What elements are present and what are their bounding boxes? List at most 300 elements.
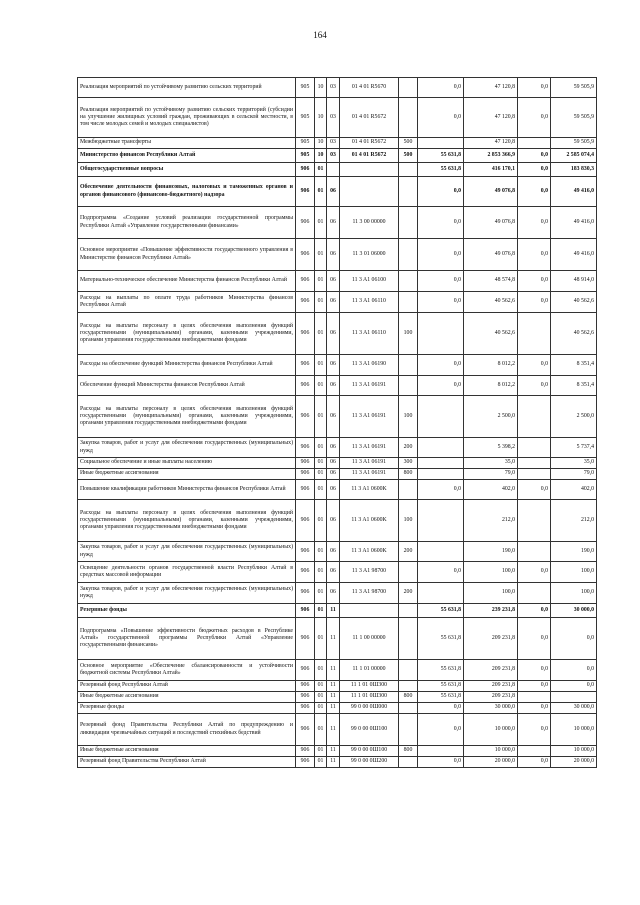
row-amount-1	[418, 583, 464, 604]
row-name: Освещение деятельности органов государственной власти Республики Алтай в средствах массовой информации	[78, 562, 296, 583]
row-amount-1: 0,0	[418, 480, 464, 500]
row-expense-type	[399, 207, 418, 239]
row-amount-1: 0,0	[418, 271, 464, 292]
row-section: 01	[315, 163, 327, 177]
row-section: 01	[315, 480, 327, 500]
row-amount-3: 0,0	[518, 163, 551, 177]
row-grbs: 906	[296, 660, 315, 681]
row-subsection: 11	[327, 681, 340, 692]
row-expense-type	[399, 562, 418, 583]
row-amount-1: 0,0	[418, 239, 464, 271]
row-amount-3: 0,0	[518, 618, 551, 660]
row-target-article: 11 1 01 00000	[340, 660, 399, 681]
row-section: 01	[315, 469, 327, 480]
row-name: Межбюджетные трансферты	[78, 138, 296, 149]
row-target-article: 99 0 00 0Ш100	[340, 746, 399, 757]
table-row	[78, 703, 597, 714]
row-amount-2: 47 120,8	[464, 138, 518, 149]
row-name: Резервный фонд Правительства Республики Алтай по предупреждению и ликвидации чрезвычайных ситуаций и последствий стихийных бедствий	[78, 714, 296, 746]
row-name: Подпрограмма «Повышение эффективности бюджетных расходов в Республике Алтай» государственной программы Республики Алтай «Управление государственными финансами»	[78, 618, 296, 660]
row-expense-type	[399, 98, 418, 138]
row-section: 01	[315, 714, 327, 746]
row-expense-type	[399, 703, 418, 714]
row-amount-1: 55 631,8	[418, 660, 464, 681]
table-row	[78, 714, 597, 746]
table-row	[78, 746, 597, 757]
row-subsection: 06	[327, 480, 340, 500]
row-subsection: 06	[327, 239, 340, 271]
row-amount-2: 30 000,0	[464, 703, 518, 714]
row-target-article: 11 1 01 0Ш300	[340, 681, 399, 692]
row-target-article: 11 3 A1 06110	[340, 292, 399, 313]
row-target-article: 01 4 01 R5672	[340, 98, 399, 138]
row-expense-type	[399, 163, 418, 177]
row-expense-type	[399, 239, 418, 271]
row-amount-3	[518, 692, 551, 703]
row-grbs: 906	[296, 355, 315, 376]
row-expense-type	[399, 618, 418, 660]
table-row	[78, 163, 597, 177]
row-target-article: 99 0 00 0Ш000	[340, 703, 399, 714]
table-row	[78, 757, 597, 768]
row-amount-1	[418, 313, 464, 355]
row-grbs: 906	[296, 562, 315, 583]
row-target-article: 11 3 A1 06191	[340, 469, 399, 480]
row-amount-3: 0,0	[518, 78, 551, 98]
row-section: 01	[315, 292, 327, 313]
row-subsection: 06	[327, 562, 340, 583]
row-amount-3: 0,0	[518, 660, 551, 681]
row-amount-1: 0,0	[418, 376, 464, 396]
row-target-article: 01 4 01 R5672	[340, 138, 399, 149]
row-amount-3	[518, 313, 551, 355]
row-section: 01	[315, 542, 327, 562]
row-amount-4: 40 562,6	[551, 313, 597, 355]
row-grbs: 905	[296, 149, 315, 163]
row-amount-2: 212,0	[464, 500, 518, 542]
row-name: Закупка товаров, работ и услуг для обеспечения государственных (муниципальных) нужд	[78, 438, 296, 458]
row-section: 01	[315, 757, 327, 768]
row-amount-2: 47 120,8	[464, 78, 518, 98]
row-name: Резервные фонды	[78, 604, 296, 618]
row-expense-type: 500	[399, 138, 418, 149]
row-name: Расходы на обеспечение функций Министерства финансов Республики Алтай	[78, 355, 296, 376]
row-target-article: 11 3 A1 06191	[340, 438, 399, 458]
row-amount-4: 79,0	[551, 469, 597, 480]
row-section: 01	[315, 271, 327, 292]
row-name: Общегосударственные вопросы	[78, 163, 296, 177]
row-name: Основное мероприятие «Обеспечение сбалансированности и устойчивости бюджетной системы Республики Алтай»	[78, 660, 296, 681]
row-expense-type	[399, 292, 418, 313]
row-amount-1: 55 631,8	[418, 618, 464, 660]
row-subsection: 11	[327, 618, 340, 660]
row-amount-4: 402,0	[551, 480, 597, 500]
row-amount-1: 0,0	[418, 757, 464, 768]
row-amount-2: 402,0	[464, 480, 518, 500]
row-target-article: 11 3 00 00000	[340, 207, 399, 239]
row-expense-type	[399, 681, 418, 692]
table-row	[78, 177, 597, 207]
row-amount-3: 0,0	[518, 149, 551, 163]
table-row	[78, 469, 597, 480]
row-amount-1	[418, 500, 464, 542]
table-row	[78, 355, 597, 376]
row-expense-type: 200	[399, 542, 418, 562]
table-row	[78, 480, 597, 500]
row-amount-4: 49 416,0	[551, 177, 597, 207]
row-amount-4: 20 000,0	[551, 757, 597, 768]
row-grbs: 905	[296, 138, 315, 149]
row-name: Иные бюджетные ассигнования	[78, 692, 296, 703]
row-amount-1	[418, 458, 464, 469]
row-expense-type: 800	[399, 692, 418, 703]
row-amount-4: 0,0	[551, 681, 597, 692]
table-row	[78, 138, 597, 149]
row-section: 01	[315, 177, 327, 207]
table-row	[78, 149, 597, 163]
row-grbs: 906	[296, 500, 315, 542]
row-subsection: 06	[327, 396, 340, 438]
row-amount-2: 8 012,2	[464, 355, 518, 376]
row-subsection: 06	[327, 583, 340, 604]
table-row	[78, 458, 597, 469]
row-name: Резервный фонд Правительства Республики Алтай	[78, 757, 296, 768]
row-amount-3: 0,0	[518, 98, 551, 138]
row-grbs: 906	[296, 438, 315, 458]
row-amount-4: 183 830,3	[551, 163, 597, 177]
row-section: 01	[315, 583, 327, 604]
row-amount-1: 55 631,8	[418, 692, 464, 703]
row-amount-4: 30 000,0	[551, 703, 597, 714]
row-target-article	[340, 604, 399, 618]
row-amount-1: 0,0	[418, 703, 464, 714]
row-section: 10	[315, 78, 327, 98]
row-section: 10	[315, 98, 327, 138]
row-amount-3: 0,0	[518, 604, 551, 618]
row-amount-2: 49 076,8	[464, 177, 518, 207]
row-subsection: 06	[327, 355, 340, 376]
row-amount-4: 48 914,0	[551, 271, 597, 292]
row-name: Расходы на выплаты персоналу в целях обеспечения выполнения функций государственными (муниципальными) органами, казенными учреждениями, органами управления государственными внебюджетными фондами	[78, 500, 296, 542]
row-expense-type: 500	[399, 149, 418, 163]
row-amount-1	[418, 438, 464, 458]
row-subsection: 06	[327, 177, 340, 207]
row-section: 01	[315, 500, 327, 542]
row-amount-4: 100,0	[551, 562, 597, 583]
row-amount-1	[418, 542, 464, 562]
row-name: Обеспечение деятельности финансовых, налоговых и таможенных органов и органов финансового (финансово-бюджетного) надзора	[78, 177, 296, 207]
row-amount-4: 212,0	[551, 500, 597, 542]
row-name: Министерство финансов Республики Алтай	[78, 149, 296, 163]
table-row	[78, 78, 597, 98]
row-expense-type: 800	[399, 746, 418, 757]
row-amount-2: 20 000,0	[464, 757, 518, 768]
row-amount-1	[418, 138, 464, 149]
row-name: Реализация мероприятий по устойчивому развитию сельских территорий (субсидии на улучшение жилищных условий граждан, проживающих в сельской местности, в том числе молодых семей и молодых специалистов)	[78, 98, 296, 138]
row-amount-2: 209 231,8	[464, 681, 518, 692]
table-row	[78, 438, 597, 458]
row-expense-type	[399, 714, 418, 746]
row-section: 10	[315, 138, 327, 149]
row-expense-type	[399, 355, 418, 376]
row-amount-4	[551, 692, 597, 703]
row-amount-4: 2 585 074,4	[551, 149, 597, 163]
row-amount-4: 10 000,0	[551, 714, 597, 746]
row-amount-2: 8 012,2	[464, 376, 518, 396]
row-amount-1: 55 631,8	[418, 681, 464, 692]
row-subsection: 03	[327, 149, 340, 163]
row-target-article: 99 0 00 0Ш200	[340, 757, 399, 768]
row-amount-1: 0,0	[418, 714, 464, 746]
row-name: Повышение квалификации работников Министерства финансов Республики Алтай	[78, 480, 296, 500]
row-grbs: 906	[296, 542, 315, 562]
row-amount-1: 0,0	[418, 292, 464, 313]
row-target-article: 11 3 A1 98700	[340, 583, 399, 604]
row-target-article: 11 3 A1 06191	[340, 396, 399, 438]
row-target-article: 11 1 01 0Ш300	[340, 692, 399, 703]
row-subsection: 06	[327, 292, 340, 313]
row-amount-4: 100,0	[551, 583, 597, 604]
row-amount-2: 209 231,8	[464, 692, 518, 703]
row-amount-2: 48 574,8	[464, 271, 518, 292]
row-amount-3	[518, 469, 551, 480]
row-amount-4: 0,0	[551, 660, 597, 681]
table-row	[78, 583, 597, 604]
row-grbs: 906	[296, 746, 315, 757]
row-amount-3: 0,0	[518, 376, 551, 396]
row-expense-type	[399, 604, 418, 618]
row-amount-1	[418, 469, 464, 480]
row-amount-3: 0,0	[518, 703, 551, 714]
row-subsection: 06	[327, 313, 340, 355]
table-body	[78, 78, 597, 768]
row-amount-3: 0,0	[518, 480, 551, 500]
row-section: 10	[315, 149, 327, 163]
row-expense-type: 100	[399, 500, 418, 542]
row-target-article: 01 4 01 R5670	[340, 78, 399, 98]
row-amount-4: 30 000,0	[551, 604, 597, 618]
row-amount-2: 35,0	[464, 458, 518, 469]
row-grbs: 906	[296, 480, 315, 500]
row-subsection: 03	[327, 98, 340, 138]
row-amount-4: 5 737,4	[551, 438, 597, 458]
row-amount-3: 0,0	[518, 681, 551, 692]
row-amount-4: 8 351,4	[551, 376, 597, 396]
row-subsection: 06	[327, 458, 340, 469]
row-subsection	[327, 163, 340, 177]
row-section: 01	[315, 396, 327, 438]
row-amount-2: 10 000,0	[464, 714, 518, 746]
row-name: Резервные фонды	[78, 703, 296, 714]
row-name: Расходы на выплаты персоналу в целях обеспечения выполнения функций государственными (муниципальными) органами, казенными учреждениями, органами управления государственными внебюджетными фондами	[78, 313, 296, 355]
row-expense-type	[399, 480, 418, 500]
row-grbs: 906	[296, 207, 315, 239]
row-subsection: 06	[327, 376, 340, 396]
row-name: Резервный фонд Республики Алтай	[78, 681, 296, 692]
row-target-article: 01 4 01 R5672	[340, 149, 399, 163]
row-grbs: 906	[296, 681, 315, 692]
table-row	[78, 618, 597, 660]
table-row	[78, 98, 597, 138]
row-name: Реализация мероприятий по устойчивому развитию сельских территорий	[78, 78, 296, 98]
row-target-article: 11 3 A1 0600K	[340, 542, 399, 562]
row-section: 01	[315, 239, 327, 271]
row-amount-1: 0,0	[418, 207, 464, 239]
row-section: 01	[315, 458, 327, 469]
row-grbs: 906	[296, 313, 315, 355]
row-amount-2: 209 231,8	[464, 618, 518, 660]
row-target-article: 11 3 A1 06190	[340, 355, 399, 376]
row-amount-4: 49 416,0	[551, 239, 597, 271]
row-section: 01	[315, 604, 327, 618]
row-amount-4: 0,0	[551, 618, 597, 660]
row-grbs: 906	[296, 604, 315, 618]
row-amount-4: 59 505,9	[551, 138, 597, 149]
row-expense-type	[399, 271, 418, 292]
row-amount-2: 209 231,8	[464, 660, 518, 681]
row-amount-3	[518, 458, 551, 469]
row-amount-4: 10 000,0	[551, 746, 597, 757]
row-amount-4: 59 505,9	[551, 78, 597, 98]
table-row	[78, 500, 597, 542]
row-subsection: 06	[327, 438, 340, 458]
row-subsection: 11	[327, 746, 340, 757]
row-amount-1: 55 631,8	[418, 149, 464, 163]
row-amount-3: 0,0	[518, 239, 551, 271]
row-subsection: 11	[327, 660, 340, 681]
row-name: Социальное обеспечение и иные выплаты населению	[78, 458, 296, 469]
row-grbs: 906	[296, 458, 315, 469]
row-section: 01	[315, 681, 327, 692]
row-subsection: 06	[327, 469, 340, 480]
row-amount-2: 2 853 366,9	[464, 149, 518, 163]
row-amount-2: 416 170,1	[464, 163, 518, 177]
row-section: 01	[315, 355, 327, 376]
row-expense-type	[399, 660, 418, 681]
row-grbs: 906	[296, 177, 315, 207]
row-target-article: 11 3 A1 0600K	[340, 500, 399, 542]
row-amount-2: 239 231,8	[464, 604, 518, 618]
row-name: Иные бюджетные ассигнования	[78, 746, 296, 757]
row-subsection: 11	[327, 604, 340, 618]
row-amount-3: 0,0	[518, 757, 551, 768]
row-section: 01	[315, 746, 327, 757]
row-target-article: 11 3 A1 0600K	[340, 480, 399, 500]
table-row	[78, 396, 597, 438]
row-grbs: 906	[296, 757, 315, 768]
row-amount-2: 2 500,0	[464, 396, 518, 438]
row-amount-1: 0,0	[418, 98, 464, 138]
row-amount-1: 0,0	[418, 562, 464, 583]
row-section: 01	[315, 376, 327, 396]
row-amount-2: 100,0	[464, 583, 518, 604]
row-amount-2: 49 076,8	[464, 239, 518, 271]
row-amount-2: 79,0	[464, 469, 518, 480]
table-row	[78, 271, 597, 292]
row-target-article: 11 3 A1 06191	[340, 458, 399, 469]
row-amount-3: 0,0	[518, 714, 551, 746]
row-section: 01	[315, 660, 327, 681]
row-grbs: 906	[296, 163, 315, 177]
row-subsection: 03	[327, 138, 340, 149]
row-target-article	[340, 163, 399, 177]
row-grbs: 906	[296, 618, 315, 660]
row-amount-3: 0,0	[518, 292, 551, 313]
row-subsection: 06	[327, 207, 340, 239]
row-amount-3: 0,0	[518, 177, 551, 207]
row-amount-3	[518, 583, 551, 604]
row-amount-4: 59 505,9	[551, 98, 597, 138]
table-row	[78, 207, 597, 239]
row-target-article: 11 1 00 00000	[340, 618, 399, 660]
row-target-article: 11 3 01 06000	[340, 239, 399, 271]
table-row	[78, 681, 597, 692]
table-row	[78, 542, 597, 562]
row-amount-3	[518, 542, 551, 562]
table-row	[78, 292, 597, 313]
row-amount-3: 0,0	[518, 271, 551, 292]
row-expense-type	[399, 757, 418, 768]
row-name: Обеспечение функций Министерства финансов Республики Алтай	[78, 376, 296, 396]
row-section: 01	[315, 207, 327, 239]
row-grbs: 906	[296, 714, 315, 746]
row-name: Материально-техническое обеспечение Министерства финансов Республики Алтай	[78, 271, 296, 292]
row-expense-type: 100	[399, 313, 418, 355]
row-amount-3	[518, 396, 551, 438]
table-row	[78, 692, 597, 703]
row-amount-1	[418, 396, 464, 438]
row-target-article: 11 3 A1 06110	[340, 313, 399, 355]
table-row	[78, 313, 597, 355]
row-grbs: 906	[296, 692, 315, 703]
row-expense-type	[399, 177, 418, 207]
row-subsection: 11	[327, 757, 340, 768]
row-amount-2: 47 120,8	[464, 98, 518, 138]
row-amount-1: 0,0	[418, 177, 464, 207]
row-target-article: 11 3 A1 06191	[340, 376, 399, 396]
row-amount-2: 40 562,6	[464, 313, 518, 355]
row-section: 01	[315, 562, 327, 583]
row-amount-1: 55 631,8	[418, 163, 464, 177]
row-grbs: 906	[296, 469, 315, 480]
table-row	[78, 604, 597, 618]
row-grbs: 906	[296, 271, 315, 292]
page-number: 164	[313, 30, 327, 40]
row-name: Основное мероприятие «Повышение эффективности государственного управления в Министерстве финансов Республики Алтай»	[78, 239, 296, 271]
row-section: 01	[315, 703, 327, 714]
row-amount-4: 2 500,0	[551, 396, 597, 438]
table-row	[78, 239, 597, 271]
row-grbs: 905	[296, 98, 315, 138]
row-subsection: 11	[327, 692, 340, 703]
row-amount-3	[518, 500, 551, 542]
row-amount-2: 5 398,2	[464, 438, 518, 458]
row-expense-type: 100	[399, 396, 418, 438]
row-amount-1: 55 631,8	[418, 604, 464, 618]
row-expense-type: 200	[399, 583, 418, 604]
row-amount-3	[518, 438, 551, 458]
row-name: Закупка товаров, работ и услуг для обеспечения государственных (муниципальных) нужд	[78, 542, 296, 562]
row-expense-type: 300	[399, 458, 418, 469]
row-amount-4: 49 416,0	[551, 207, 597, 239]
row-target-article	[340, 177, 399, 207]
row-amount-2: 10 000,0	[464, 746, 518, 757]
row-name: Расходы на выплаты персоналу в целях обеспечения выполнения функций государственными (муниципальными) органами, казенными учреждениями, органами управления государственными внебюджетными фондами	[78, 396, 296, 438]
row-amount-1: 0,0	[418, 78, 464, 98]
row-amount-2: 40 562,6	[464, 292, 518, 313]
row-grbs: 906	[296, 292, 315, 313]
budget-table	[77, 77, 597, 768]
